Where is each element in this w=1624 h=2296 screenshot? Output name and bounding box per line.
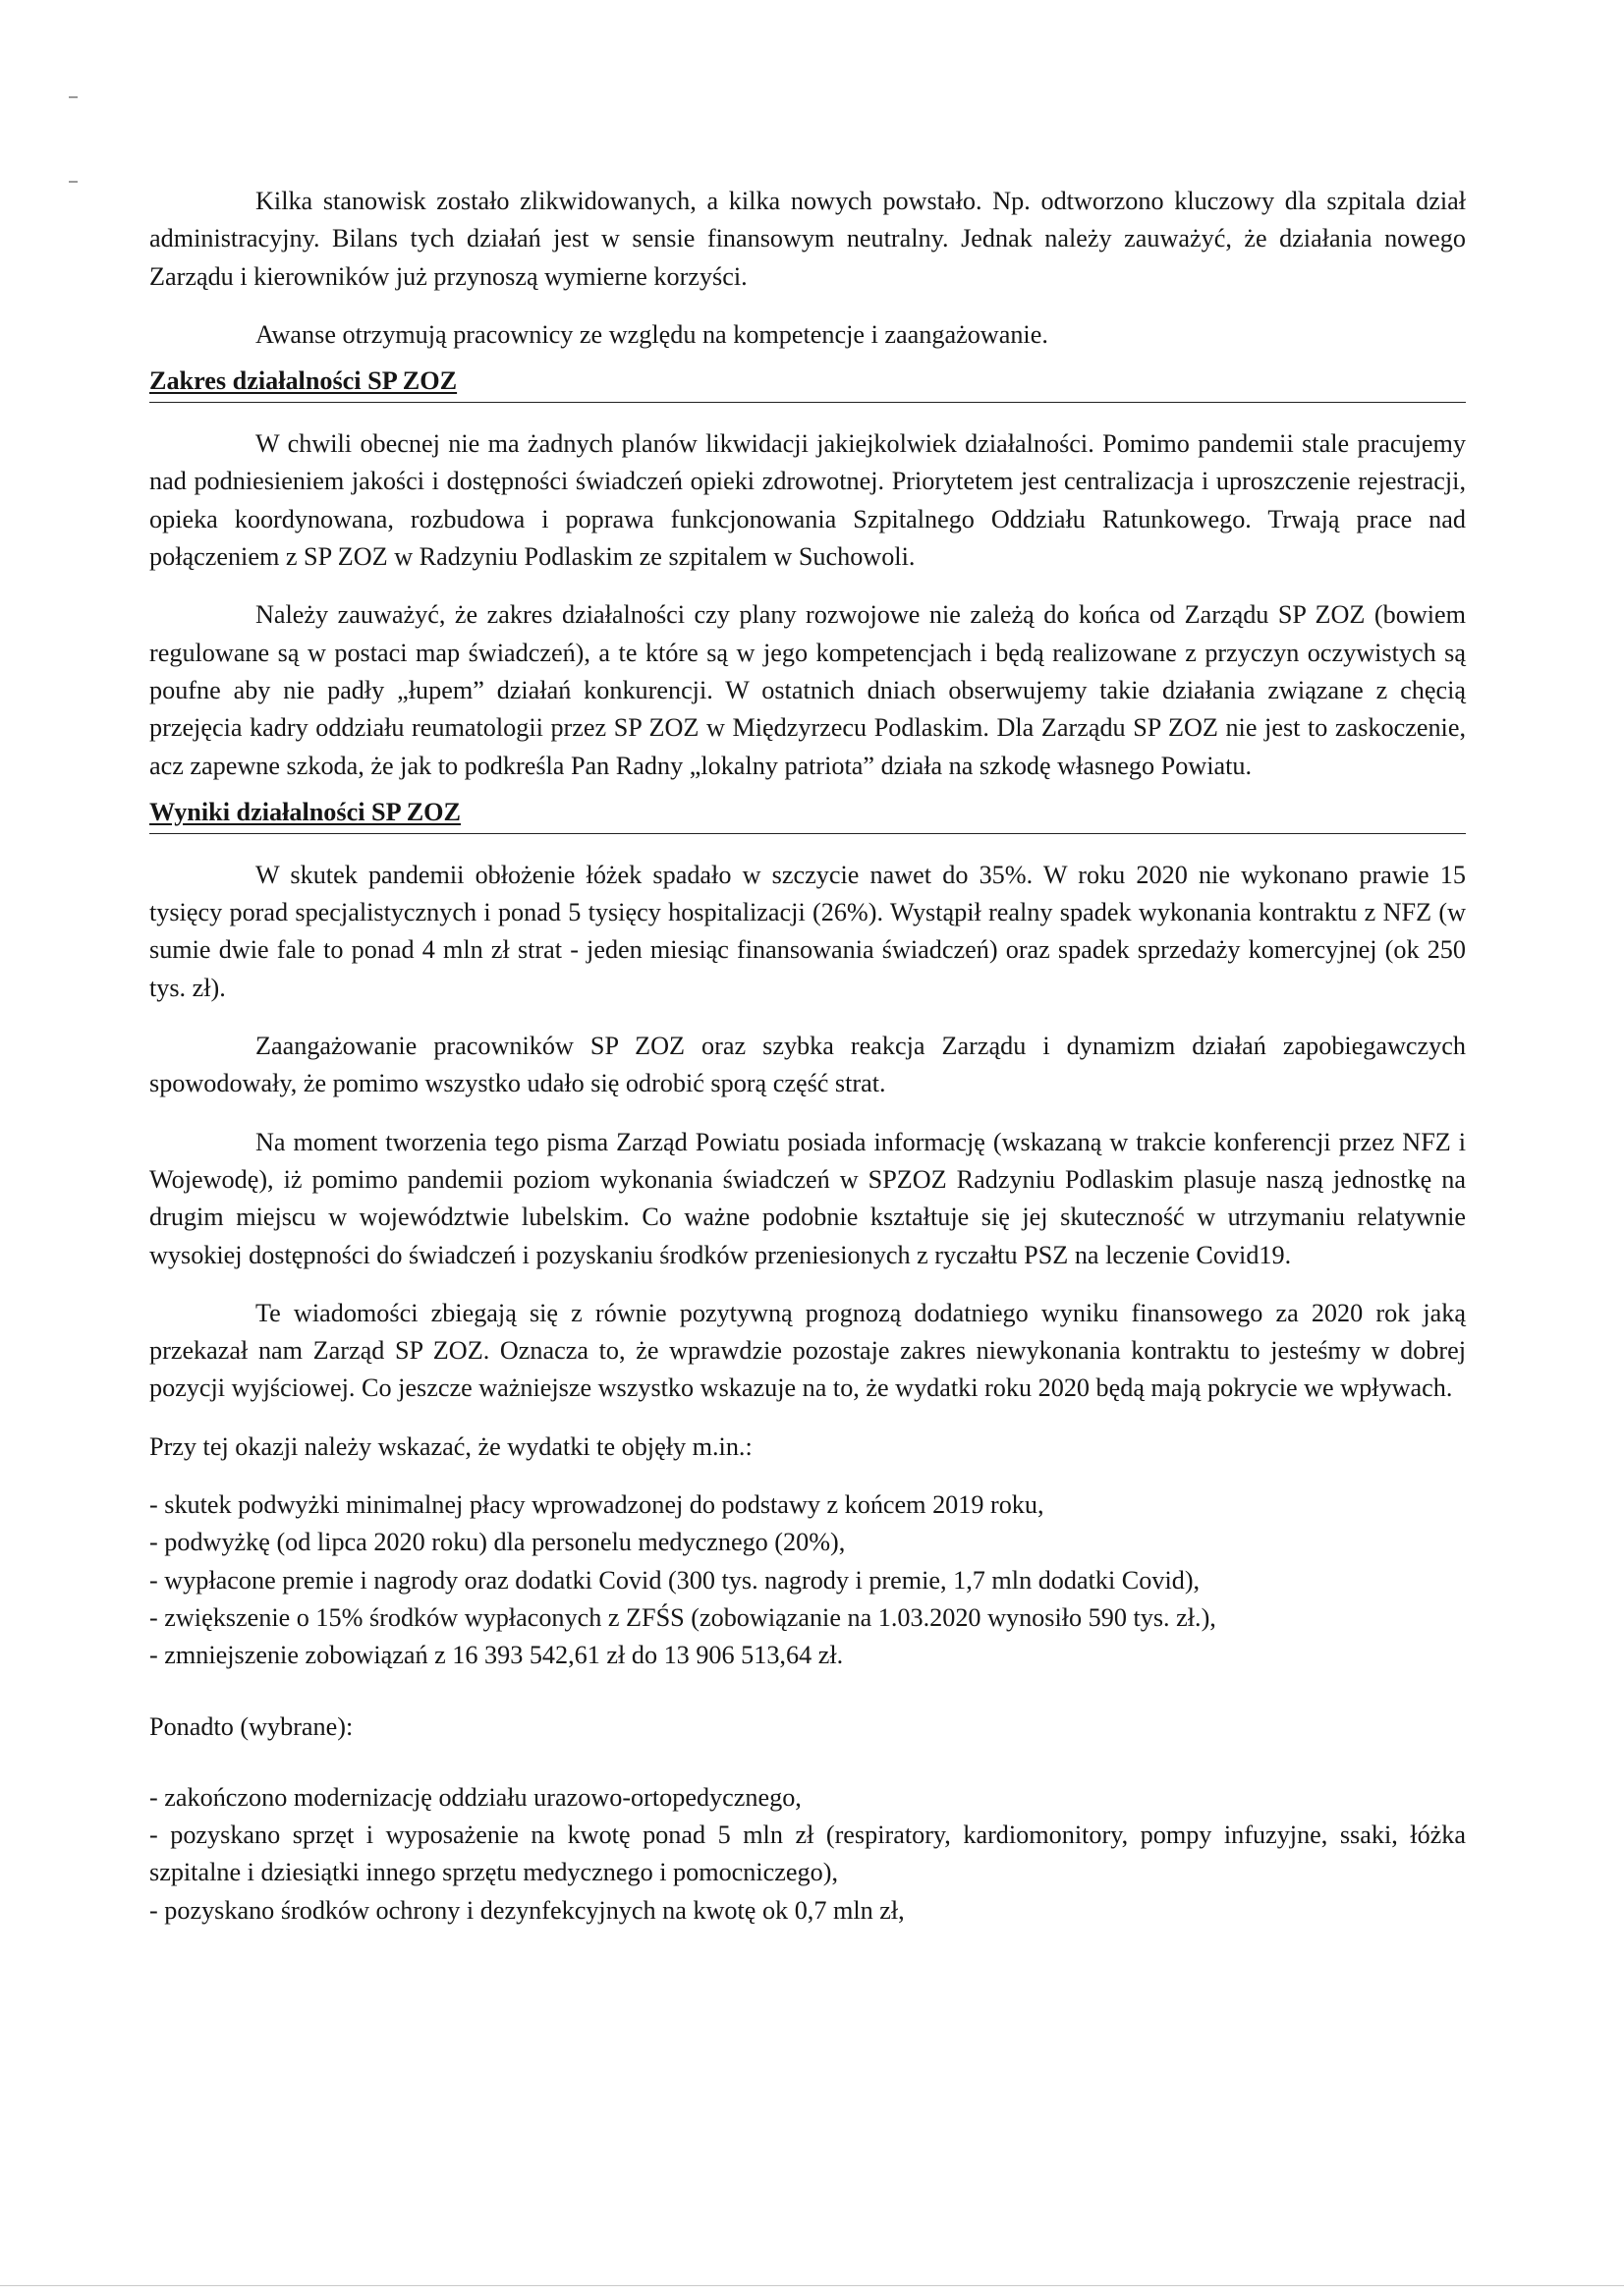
- expenses-intro: Przy tej okazji należy wskazać, że wydatki te objęły m.in.:: [149, 1431, 753, 1461]
- scan-mark: [69, 96, 78, 98]
- scan-mark: [69, 181, 78, 183]
- list-item: - pozyskano sprzęt i wyposażenie na kwotę ponad 5 mln zł (respiratory, kardiomonitory, pompy infuzyjne, ssaki, łóżka szpitalne i dziesiątki innego sprzętu medycznego i pomocniczego),: [149, 1820, 1466, 1887]
- section-heading-scope: Zakres działalności SP ZOZ: [149, 364, 1466, 403]
- list-item: - wypłacone premie i nagrody oraz dodatki Covid (300 tys. nagrody i premie, 1,7 mln dodatki Covid),: [149, 1565, 1201, 1595]
- scan-edge-line: [0, 2285, 1624, 2286]
- results-paragraph-3: Na moment tworzenia tego pisma Zarząd Powiatu posiada informację (wskazaną w trakcie konferencji przez NFZ i Wojewodę), iż pomimo pandemii poziom wykonania świadczeń w SPZOZ Radzyniu Podlaskim plasuje naszą jednostkę na drugim miejscu w województwie lubelskim. Co ważne podobnie kształtuje się jej skuteczność w utrzymaniu relatywnie wysokiej dostępności do świadczeń i pozyskaniu środków przeniesionych z ryczałtu PSZ na leczenie Covid19.: [149, 1127, 1466, 1269]
- list-item: - pozyskano środków ochrony i dezynfekcyjnych na kwotę ok 0,7 mln zł,: [149, 1895, 905, 1925]
- scope-paragraph-1: W chwili obecnej nie ma żadnych planów likwidacji jakiejkolwiek działalności. Pomimo pandemii stale pracujemy nad podniesieniem jakości i dostępności świadczeń opieki zdrowotnej. Priorytetem jest centralizacja i uproszczenie rejestracji, opieka koordynowana, rozbudowa i poprawa funkcjonowania Szpitalnego Oddziału Ratunkowego. Trwają prace nad połączeniem z SP ZOZ w Radzyniu Podlaskim ze szpitalem w Suchowoli.: [149, 429, 1466, 572]
- additional-intro: Ponadto (wybrane):: [149, 1711, 354, 1741]
- results-paragraph-1: W skutek pandemii obłożenie łóżek spadało w szczycie nawet do 35%. W roku 2020 nie wykonano prawie 15 tysięcy porad specjalistycznych i ponad 5 tysięcy hospitalizacji (26%). Wystąpił realny spadek wykonania kontraktu z NFZ (w sumie dwie fale to ponad 4 mln zł strat - jeden miesiąc finansowania świadczeń) oraz spadek sprzedaży komercyjnej (ok 250 tys. zł).: [149, 860, 1466, 1002]
- expenses-list: [149, 1486, 1466, 1674]
- additional-list: [149, 1779, 1466, 1930]
- intro-paragraph: Kilka stanowisk zostało zlikwidowanych, a kilka nowych powstało. Np. odtworzono kluczowy dla szpitala dział administracyjny. Bilans tych działań jest w sensie finansowym neutralny. Jednak należy zauważyć, że działania nowego Zarządu i kierowników już przynoszą wymierne korzyści.: [149, 187, 1466, 291]
- list-item: - skutek podwyżki minimalnej płacy wprowadzonej do podstawy z końcem 2019 roku,: [149, 1490, 1044, 1520]
- list-item: - zwiększenie o 15% środków wypłaconych z ZFŚS (zobowiązanie na 1.03.2020 wynosiło 590 tys. zł.),: [149, 1602, 1216, 1632]
- list-item: - podwyżkę (od lipca 2020 roku) dla personelu medycznego (20%),: [149, 1528, 846, 1557]
- results-paragraph-4: Te wiadomości zbiegają się z równie pozytywną prognozą dodatniego wyniku finansowego za 2020 rok jaką przekazał nam Zarząd SP ZOZ. Oznacza to, że wprawdzie pozostaje zakres niewykonania kontraktu to jesteśmy w dobrej pozycji wyjściowej. Co jeszcze ważniejsze wszystko wskazuje na to, że wydatki roku 2020 będą mają pokrycie we wpływach.: [149, 1298, 1466, 1403]
- promotions-paragraph: Awanse otrzymują pracownicy ze względu na kompetencje i zaangażowanie.: [255, 319, 1048, 349]
- list-item: - zakończono modernizację oddziału urazowo-ortopedycznego,: [149, 1782, 802, 1812]
- scope-paragraph-2: Należy zauważyć, że zakres działalności czy plany rozwojowe nie zależą do końca od Zarządu SP ZOZ (bowiem regulowane są w postaci map świadczeń), a te które są w jego kompetencjach i będą realizowane z przyczyn oczywistych są poufne aby nie padły „łupem” działań konkurencji. W ostatnich dniach obserwujemy takie działania związane z chęcią przejęcia kadry oddziału reumatologii przez SP ZOZ w Międzyrzecu Podlaskim. Dla Zarządu SP ZOZ nie jest to zaskoczenie, acz zapewne szkoda, że jak to podkreśla Pan Radny „lokalny patriota” działa na szkodę własnego Powiatu.: [149, 600, 1466, 780]
- section-heading-results: Wyniki działalności SP ZOZ: [149, 796, 1466, 834]
- document-page: [149, 183, 1466, 1930]
- results-paragraph-2: Zaangażowanie pracowników SP ZOZ oraz szybka reakcja Zarządu i dynamizm działań zapobiegawczych spowodowały, że pomimo wszystko udało się odrobić sporą część strat.: [149, 1032, 1466, 1098]
- list-item: - zmniejszenie zobowiązań z 16 393 542,61 zł do 13 906 513,64 zł.: [149, 1641, 844, 1670]
